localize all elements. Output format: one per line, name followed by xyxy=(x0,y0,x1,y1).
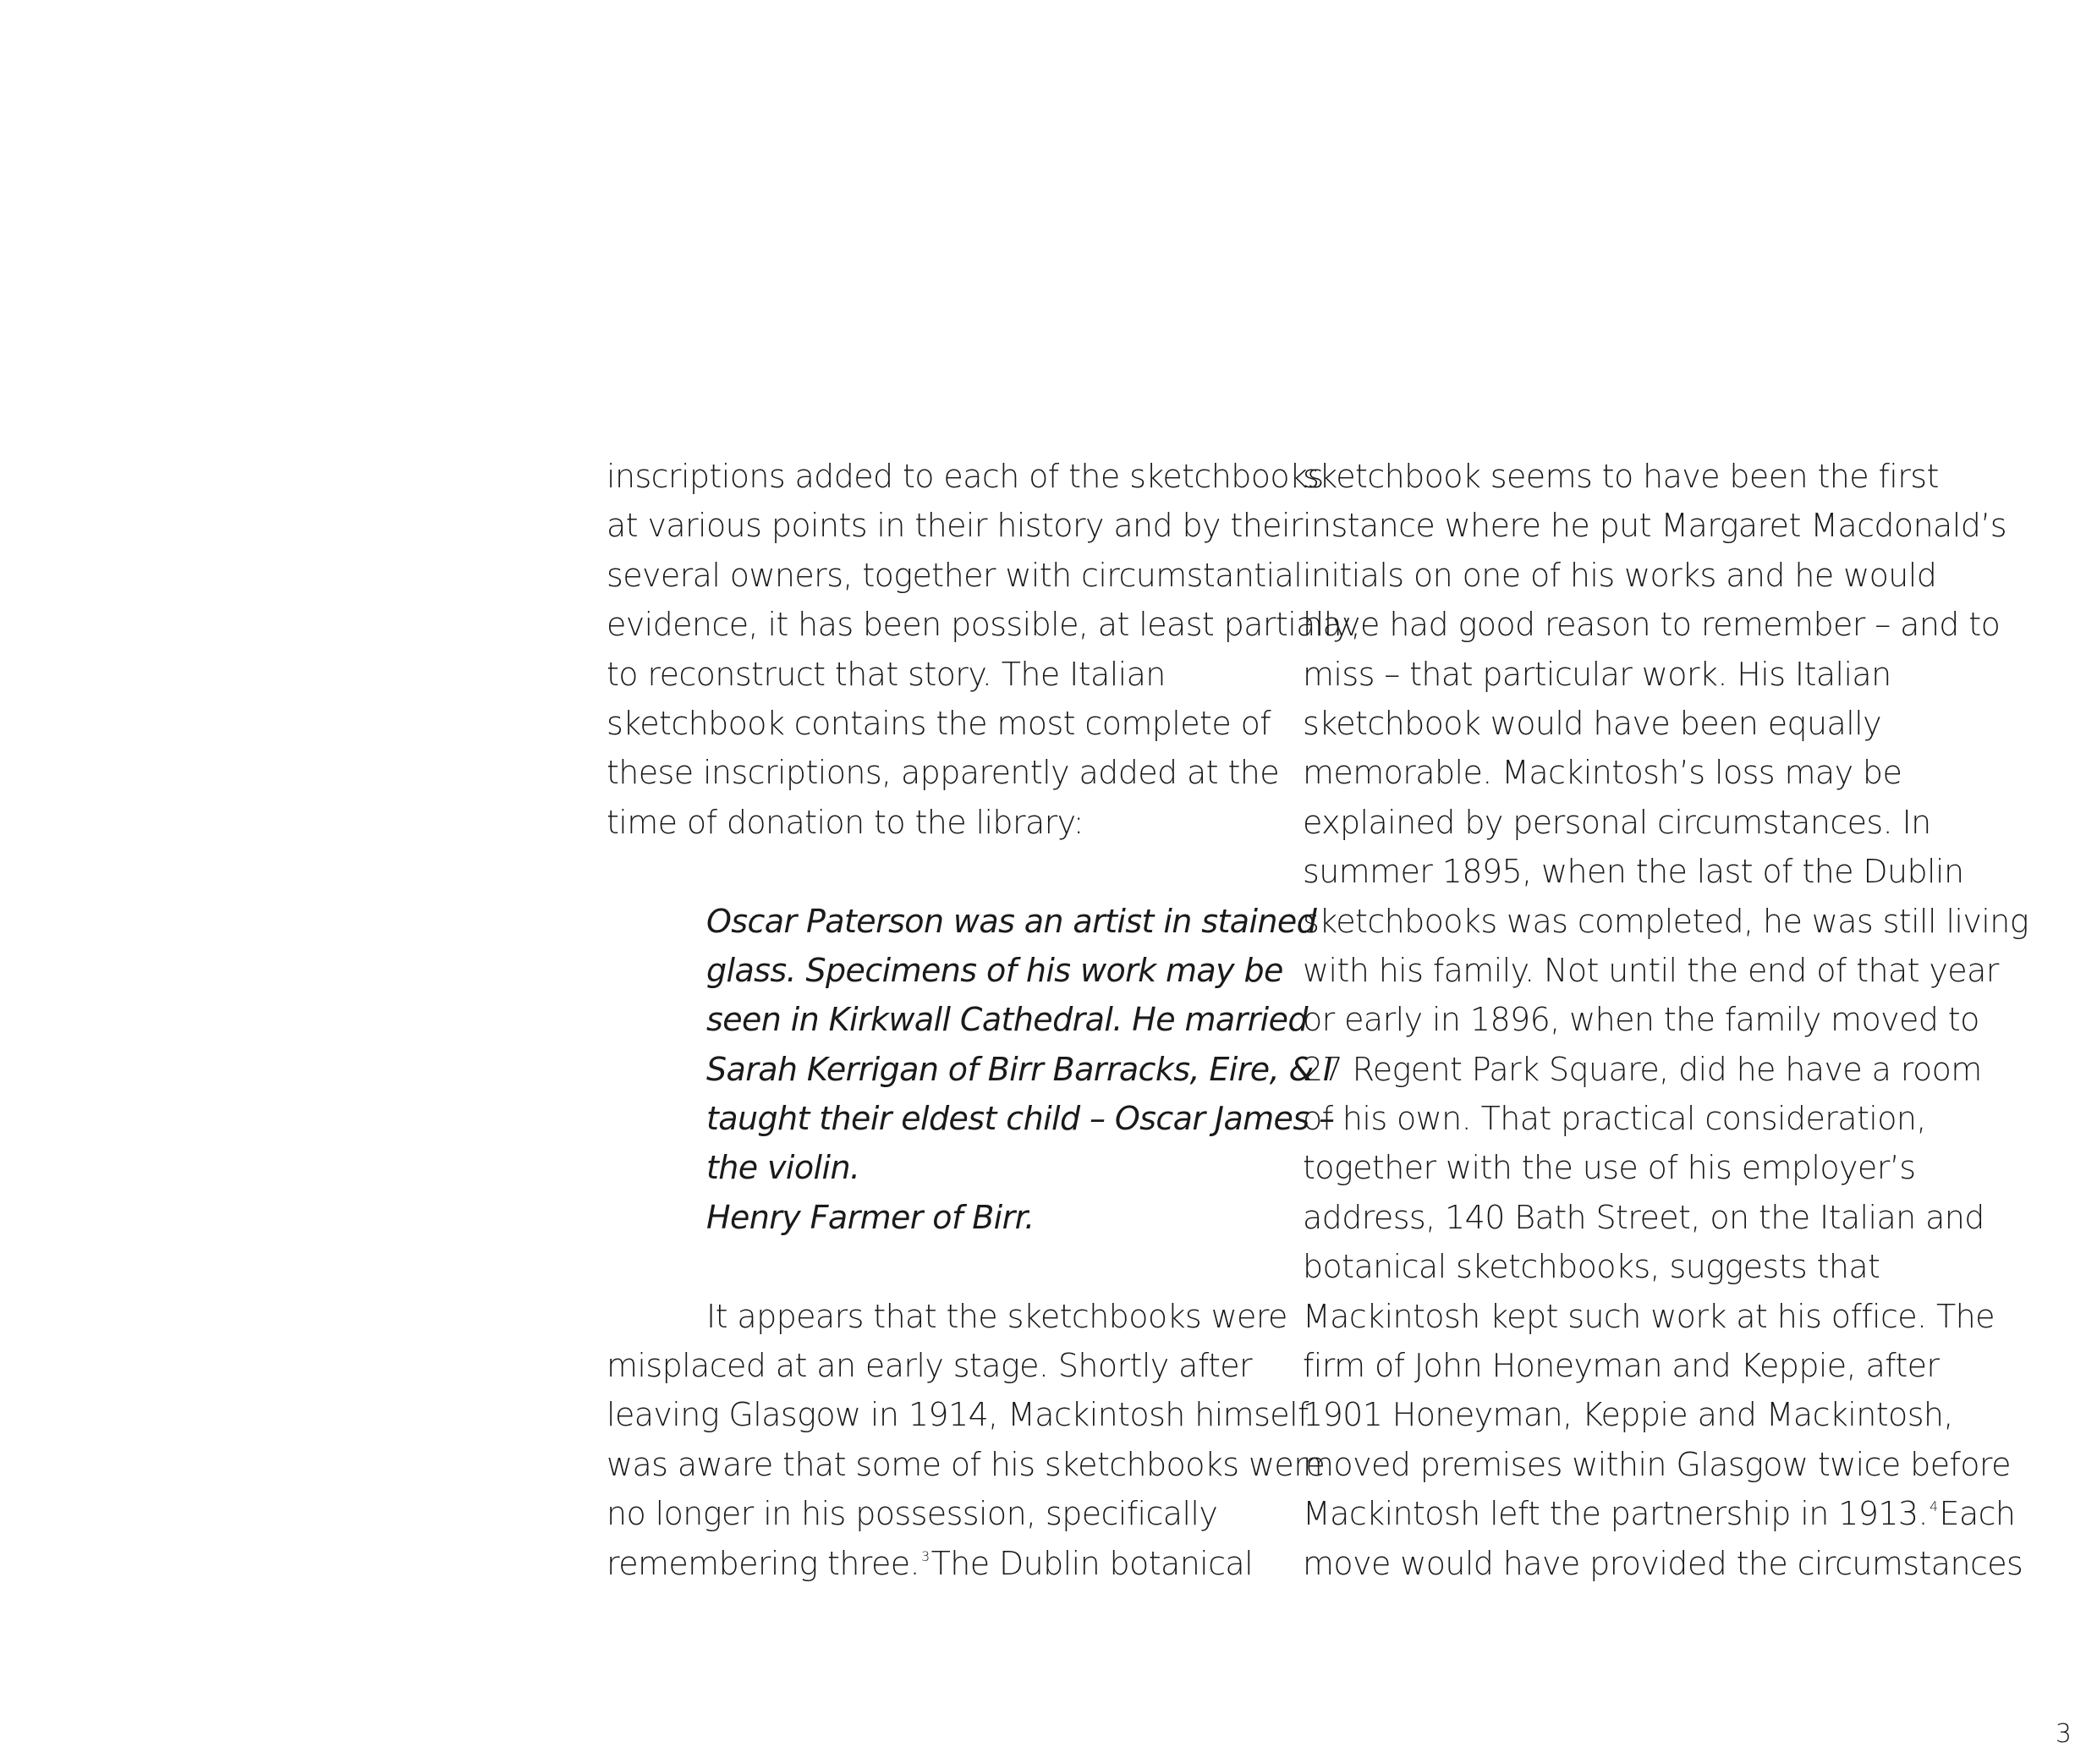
text-line: at various points in their history and by their xyxy=(607,507,1303,545)
text-line: sketchbook would have been equally xyxy=(1303,704,1882,742)
text-line: have had good reason to remember – and to xyxy=(1303,606,2001,644)
text-line: moved premises within Glasgow twice before xyxy=(1303,1445,2011,1483)
text-line: was aware that some of his sketchbooks were xyxy=(607,1445,1326,1483)
text-line: to reconstruct that story. The Italian xyxy=(607,655,1166,693)
text-segment: remembering three. xyxy=(607,1544,920,1582)
text-line: misplaced at an early stage. Shortly after xyxy=(607,1347,1253,1385)
text-line: explained by personal circumstances. In xyxy=(1303,803,1931,841)
text-line: It appears that the sketchbooks were xyxy=(706,1297,1287,1335)
paragraph-2 xyxy=(607,1292,1326,1588)
text-line: inscriptions added to each of the sketchbooks xyxy=(607,458,1324,495)
quote-line: the violin. xyxy=(706,1149,860,1187)
paragraph-1 xyxy=(607,452,1361,847)
text-line: miss – that particular work. His Italian xyxy=(1303,655,1891,693)
paragraph-gap xyxy=(607,1242,1266,1291)
page-number: 3 xyxy=(2055,1719,2072,1749)
text-line: several owners, together with circumstantial xyxy=(607,556,1303,594)
text-line: summer 1895, when the last of the Dublin xyxy=(1303,853,1964,891)
footnote-marker: 4 xyxy=(1929,1498,1938,1515)
text-line: move would have provided the circumstances xyxy=(1303,1544,2023,1582)
left-column xyxy=(607,452,1361,1588)
text-line: of his own. That practical consideration, xyxy=(1303,1100,1926,1138)
text-line: Mackintosh kept such work at his office. The xyxy=(1303,1297,1995,1335)
text-segment: The Dublin botanical xyxy=(930,1544,1254,1582)
text-line: botanical sketchbooks, suggests that xyxy=(1303,1248,1880,1286)
quote-attribution: Henry Farmer of Birr. xyxy=(706,1198,1035,1236)
text-line: instance where he put Margaret Macdonald’s xyxy=(1303,507,2006,545)
text-line: or early in 1896, when the family moved to xyxy=(1303,1001,1979,1039)
text-line: with his family. Not until the end of that year xyxy=(1303,951,1999,989)
quote-line: seen in Kirkwall Cathedral. He married xyxy=(706,1001,1308,1039)
text-line: 1901 Honeyman, Keppie and Mackintosh, xyxy=(1303,1396,1953,1434)
quote-line: taught their eldest child – Oscar James – xyxy=(706,1100,1335,1138)
text-line: firm of John Honeyman and Keppie, after xyxy=(1303,1347,1940,1385)
text-line xyxy=(607,1539,1266,1588)
text-line: initials on one of his works and he would xyxy=(1303,556,1937,594)
text-line: time of donation to the library: xyxy=(607,803,1084,841)
text-line: 27 Regent Park Square, did he have a room xyxy=(1303,1050,1982,1088)
text-segment: Each xyxy=(1939,1495,2016,1533)
quote-line: Sarah Kerrigan of Birr Barracks, Eire, & I xyxy=(706,1050,1332,1088)
text-line: sketchbook contains the most complete of xyxy=(607,704,1271,742)
footnote-marker: 3 xyxy=(921,1547,930,1564)
text-segment: Mackintosh left the partnership in 1913. xyxy=(1303,1495,1928,1533)
text-line: memorable. Mackintosh’s loss may be xyxy=(1303,754,1902,792)
text-line: evidence, it has been possible, at least partially, xyxy=(607,606,1361,644)
text-line: no longer in his possession, specifically xyxy=(607,1495,1218,1533)
text-line: sketchbooks was completed, he was still living xyxy=(1303,902,2028,940)
block-quote xyxy=(607,897,1335,1243)
right-column xyxy=(1303,452,2028,1588)
text-line: leaving Glasgow in 1914, Mackintosh himself xyxy=(607,1396,1309,1434)
text-line xyxy=(1303,1489,2016,1538)
text-line: these inscriptions, apparently added at the xyxy=(607,754,1280,792)
text-line: sketchbook seems to have been the first xyxy=(1303,458,1939,495)
quote-line: glass. Specimens of his work may be xyxy=(706,951,1283,989)
quote-line: Oscar Paterson was an artist in stained xyxy=(706,902,1317,940)
text-line: together with the use of his employer’s xyxy=(1303,1149,1916,1187)
text-line: address, 140 Bath Street, on the Italian and xyxy=(1303,1198,1984,1236)
paragraph-gap xyxy=(607,847,1266,896)
